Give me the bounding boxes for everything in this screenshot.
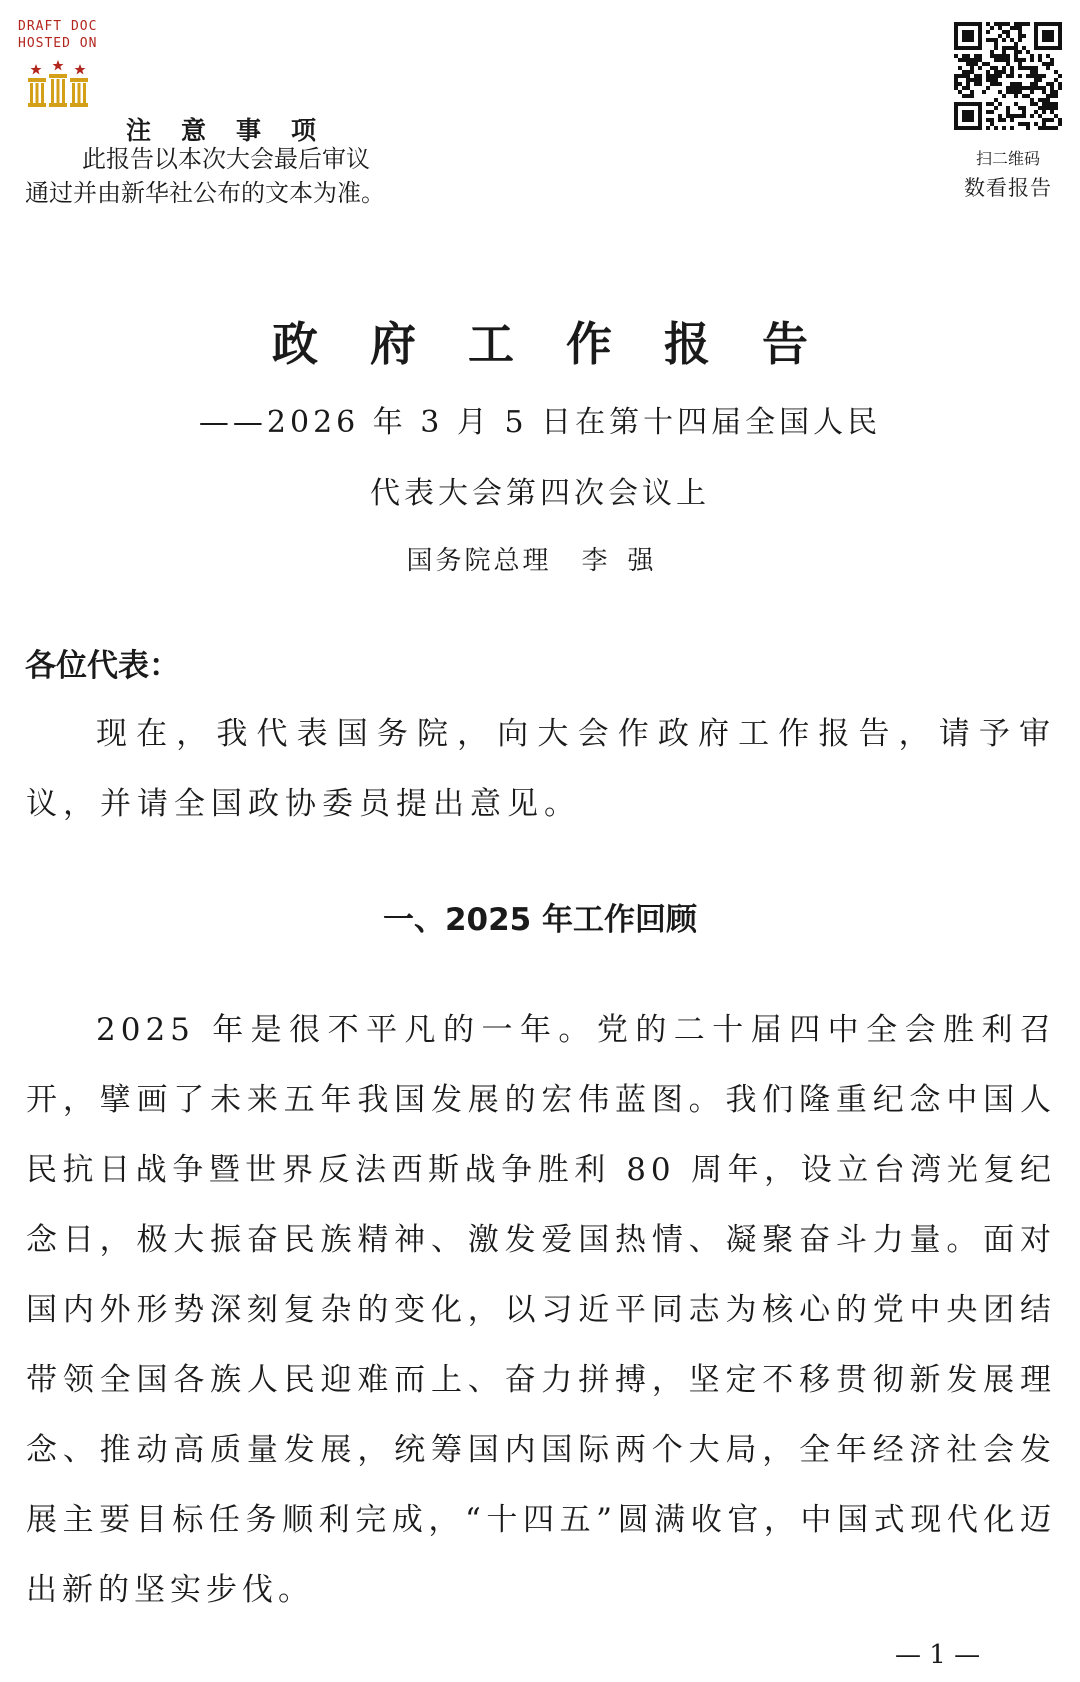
opening-paragraph: 现在，我代表国务院，向大会作政府工作报告，请予审议，并请全国政协委员提出意见。	[26, 716, 1056, 822]
notice-line-2: 通过并由新华社公布的文本为准。	[25, 179, 385, 207]
qr-caption-report: 数看报告	[964, 176, 1052, 200]
section-heading-1: 一、2025 年工作回顾	[382, 902, 698, 938]
document-title: 政府工作报告	[272, 317, 860, 371]
qr-caption-scan: 扫二维码	[975, 149, 1040, 168]
document-subtitle-line-2: 代表大会第四次会议上	[370, 476, 710, 511]
speaker-name: 李强	[581, 546, 674, 576]
speaker-line	[0, 540, 1080, 577]
site-logo	[18, 18, 138, 118]
page-number: — 1 —	[895, 1640, 981, 1670]
logo-text-line1: DRAFT DOC	[18, 19, 98, 34]
review-paragraph: 2025 年是很不平凡的一年。党的二十届四中全会胜利召开，擘画了未来五年我国发展的宏伟蓝图。我们隆重纪念中国人民抗日战争暨世界反法西斯战争胜利 80 周年，设立台湾光复纪念日，极大振奋民族精神、激发爱国热情、凝聚奋斗力量。面对国内外形势深刻复杂的变化，以习近平同志为核心的党中央团结带领全国各族人民迎难而上、奋力拼搏，坚定不移贯彻新发展理念、推动高质量发展，统筹国内国际两个大局，全年经济社会发展主要目标任务顺利完成，“十四五”圆满收官，中国式现代化迈出新的坚实步伐。	[26, 1012, 1056, 1608]
logo-text-line2: HOSTED ON	[18, 36, 98, 51]
qr-code-icon[interactable]	[954, 22, 1062, 130]
notice-title: 注意事项	[126, 116, 347, 145]
speaker-role: 国务院总理	[406, 546, 552, 576]
notice-line-1: 此报告以本次大会最后审议	[82, 145, 370, 173]
salutation: 各位代表：	[25, 648, 180, 684]
building-columns-stars-logo-icon	[26, 60, 90, 112]
document-subtitle-line-1: ——2026 年 3 月 5 日在第十四届全国人民	[198, 405, 882, 440]
